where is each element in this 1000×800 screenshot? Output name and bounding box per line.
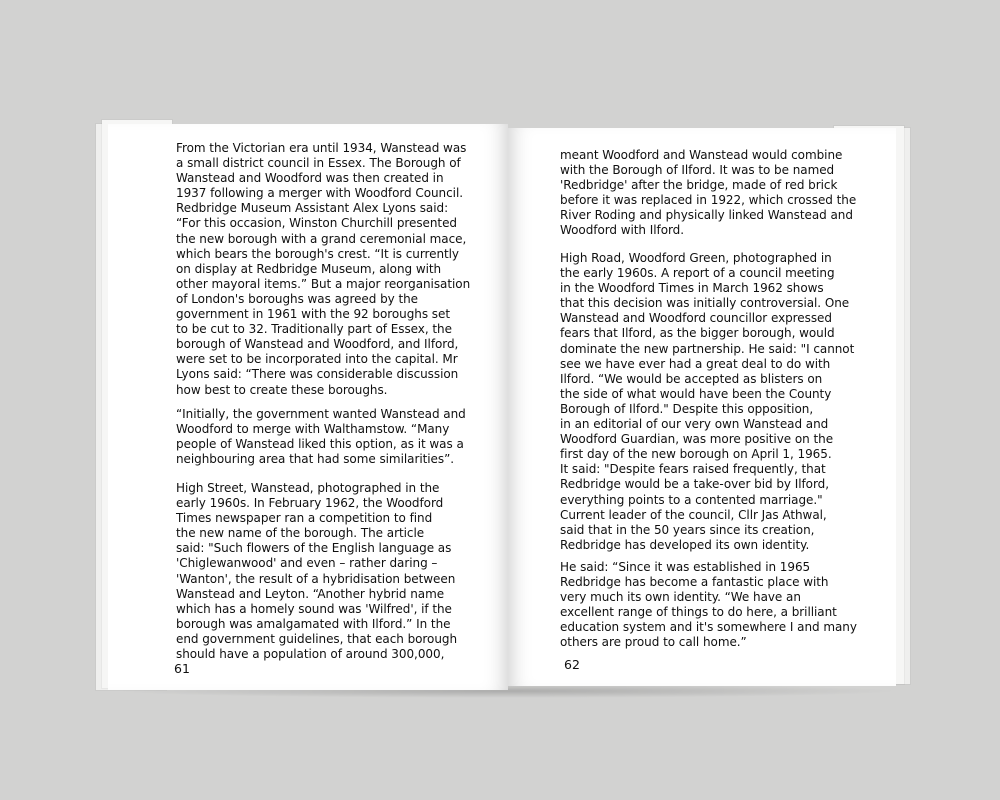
left-paragraph-1: From the Victorian era until 1934, Wanstead was a small district council in Essex. The Borough of Wanstead and Woodford was then created in 1937 following a merger with Woodford Council. Redbridge Museum Assistant Alex Lyons said: “For this occasion, Winston Churchill presented the new borough with a grand ceremonial mace, which bears the borough's crest. “It is currently on display at Redbridge Museum, along with other mayoral items.” But a major reorganisation of London's boroughs was agreed by the government in 1961 with the 92 boroughs set to be cut to 32. Traditionally part of Essex, the borough of Wanstead and Woodford, and Ilford, were set to be incorporated into the capital. Mr Lyons said: “There was considerable discussion how best to create these boroughs. <box>176 141 471 397</box>
left-paragraph-3: High Street, Wanstead, photographed in the early 1960s. In February 1962, the Woodford Times newspaper ran a competition to find the new name of the borough. The article said: "Such flowers of the English language as 'Chiglewanwood' and even – rather daring – 'Wanton', the result of a hybridisation between Wanstead and Leyton. “Another hybrid name which has a homely sound was 'Wilfred', if the borough was amalgamated with Ilford.” In the end government guidelines, that each borough should have a population of around 300,000, <box>176 481 458 662</box>
right-page <box>508 128 896 686</box>
left-paragraph-2: “Initially, the government wanted Wanstead and Woodford to merge with Walthamstow. “Many people of Wanstead liked this option, as it was a neighbouring area that had some similarities”. <box>176 407 466 467</box>
left-page-number: 61 <box>174 661 190 676</box>
right-paragraph-3: He said: “Since it was established in 1965 Redbridge has become a fantastic place with very much its own identity. “We have an excellent range of things to do here, a brilliant education system and it's somewhere I and many others are proud to call home.” <box>560 560 857 650</box>
right-paragraph-1: meant Woodford and Wanstead would combine with the Borough of Ilford. It was to be named 'Redbridge' after the bridge, made of red brick before it was replaced in 1922, which crossed the River Roding and physically linked Wanstead and Woodford with Ilford. <box>560 148 857 238</box>
right-page-number: 62 <box>564 657 580 672</box>
right-paragraph-2: High Road, Woodford Green, photographed in the early 1960s. A report of a council meeting in the Woodford Times in March 1962 shows that this decision was initially controversial. One Wanstead and Woodford councillor expressed fears that Ilford, as the bigger borough, would dominate the new partnership. He said: "I cannot see we have ever had a great deal to do with Ilford. “We would be accepted as blisters on the side of what would have been the County Borough of Ilford." Despite this opposition, in an editorial of our very own Wanstead and Woodford Guardian, was more positive on the first day of the new borough on April 1, 1965. It said: "Despite fears raised frequently, that Redbridge would be a take-over bid by Ilford, everything points to a contented marriage." Current leader of the council, Cllr Jas Athwal, said that in the 50 years since its creation, Redbridge has developed its own identity. <box>560 251 855 552</box>
left-page <box>108 124 508 690</box>
